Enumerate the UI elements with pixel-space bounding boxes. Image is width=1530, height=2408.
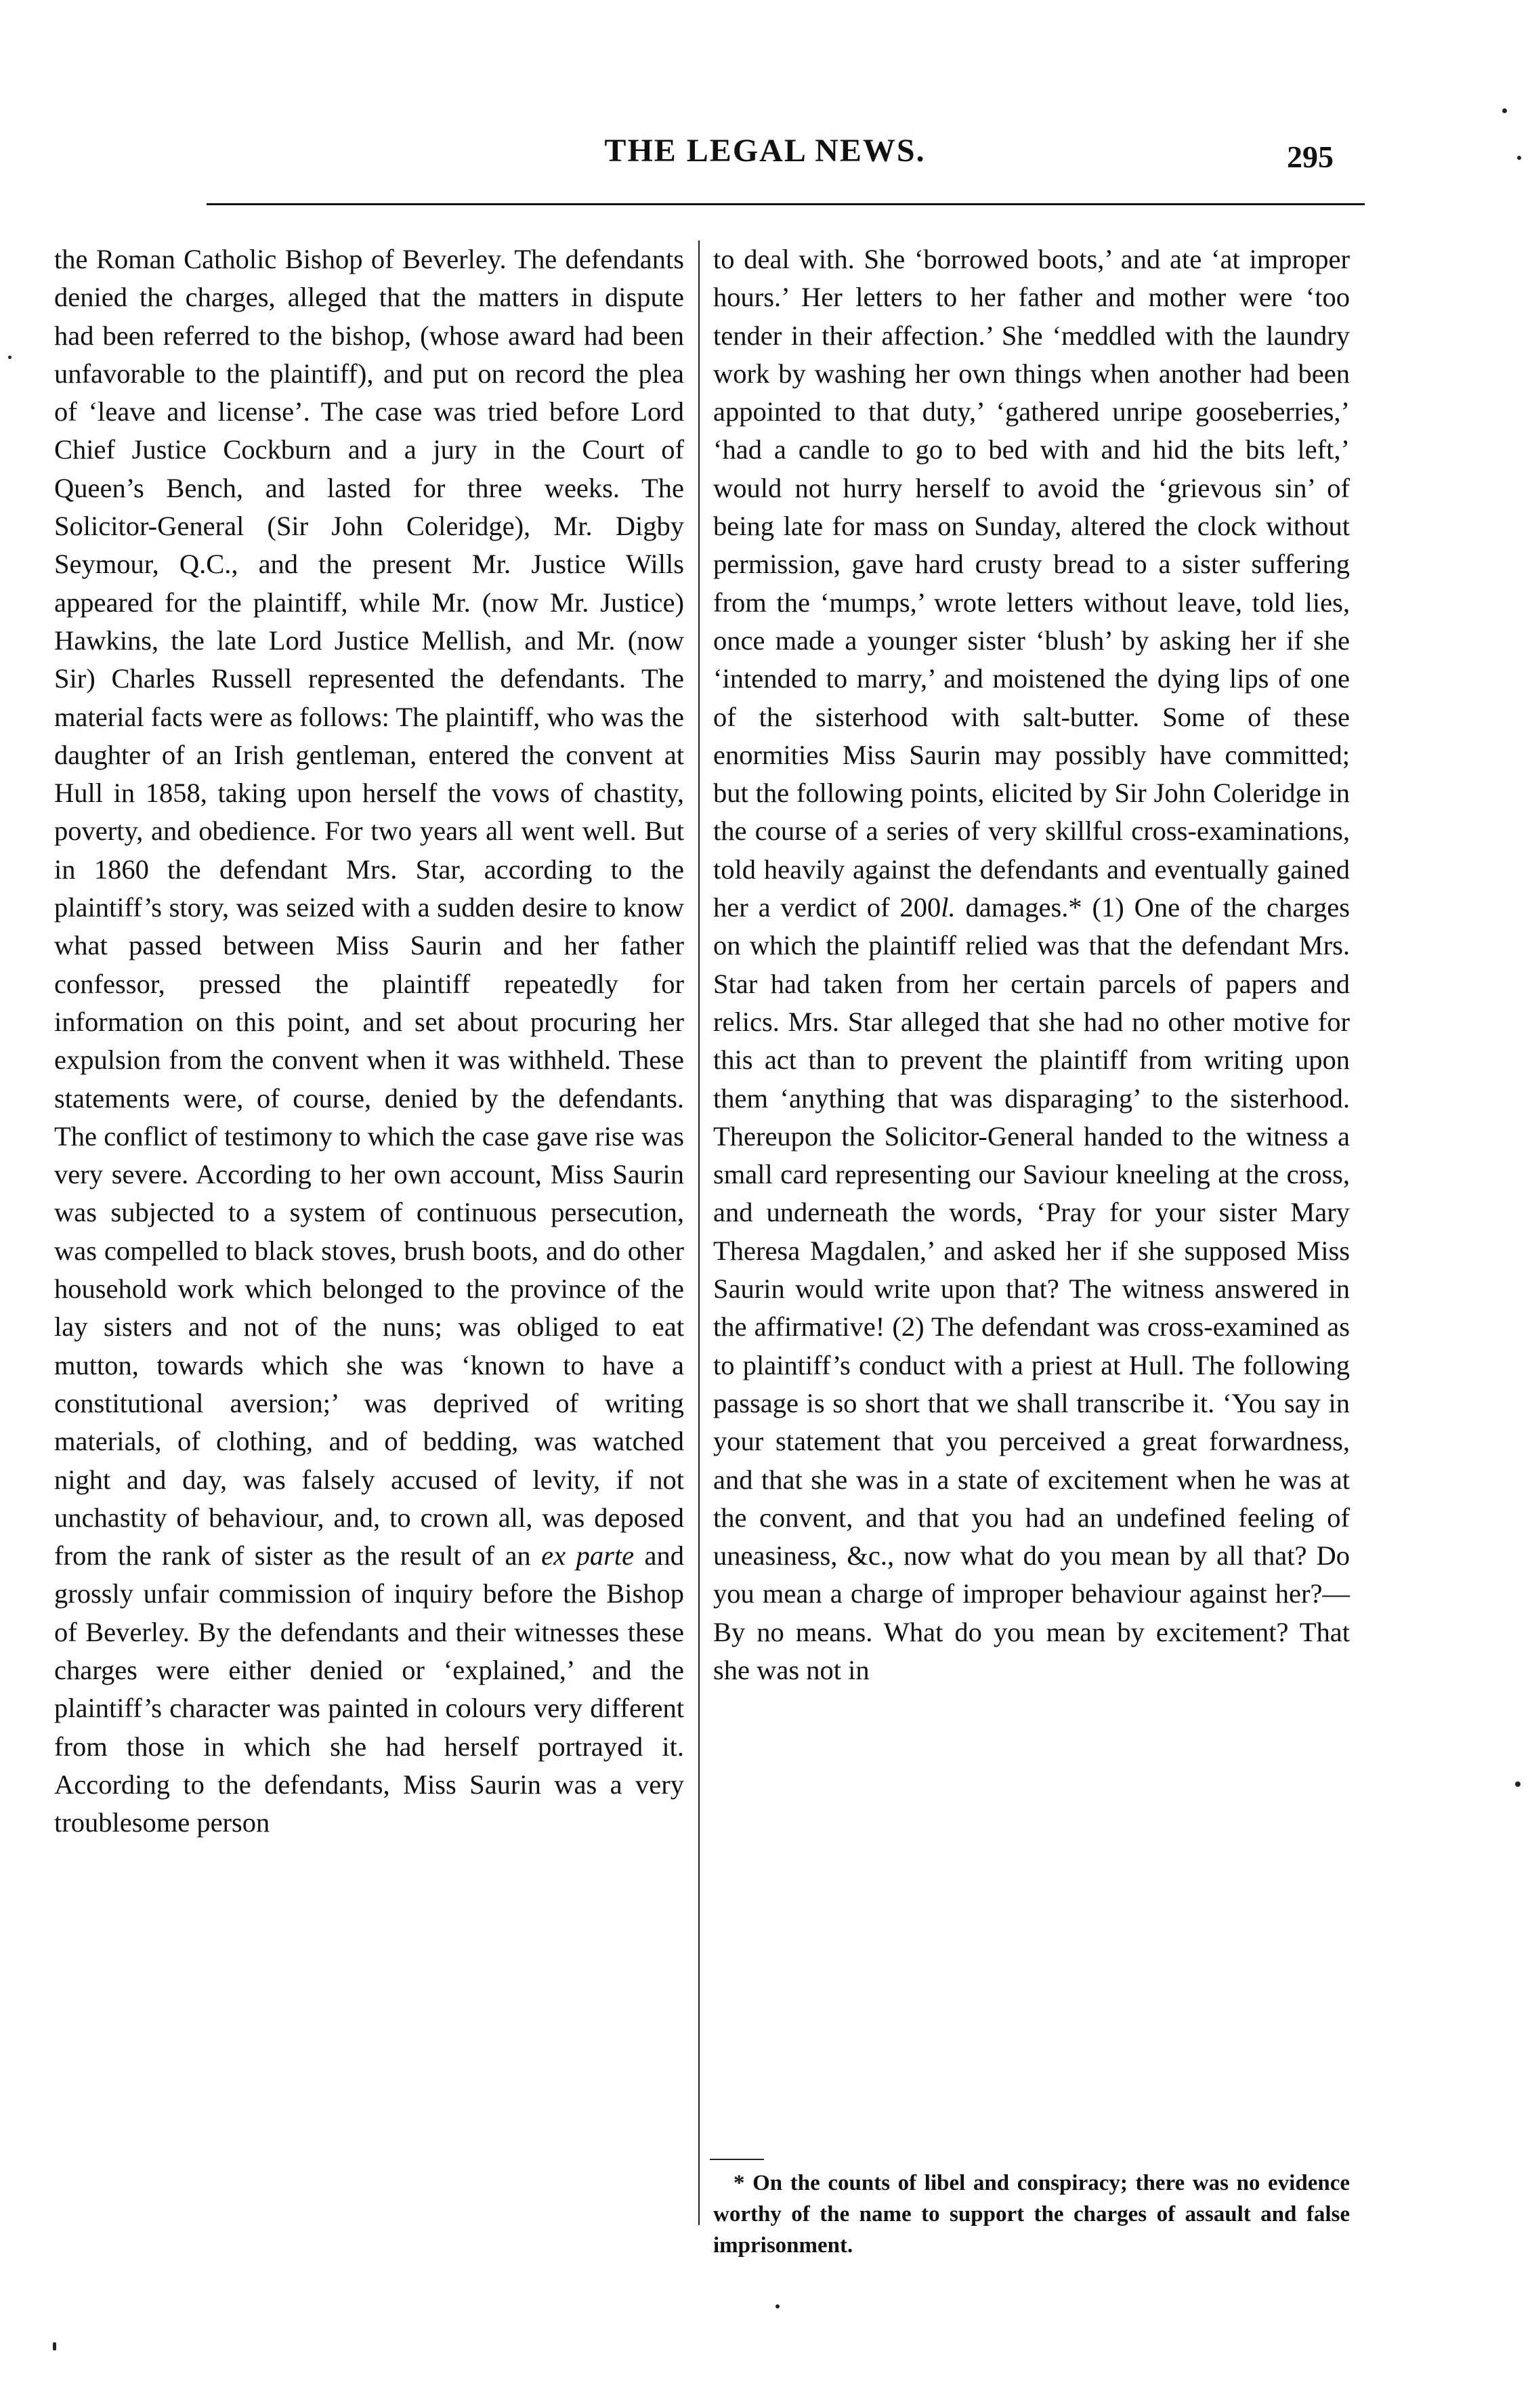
page-header — [0, 132, 1530, 193]
running-title: THE LEGAL NEWS. — [604, 133, 926, 169]
footnote-rule — [710, 2159, 764, 2160]
scan-speck — [1515, 1781, 1521, 1787]
right-column-paragraph — [713, 240, 1350, 1689]
left-column-text: the Roman Catholic Bishop of Beverley. The defendants denied the charges, alleged that the matters in dispute had been referred to the bishop, (whose award had been unfavorable to the plaintiff), and put on record the plea of ‘leave and license’. The case was tried before Lord Chief Justice Cockburn and a jury in the Court of Queen’s Bench, and lasted for three weeks. The Solicitor-General (Sir John Coleridge), Mr. Digby Seymour, Q.C., and the present Mr. Justice Wills appeared for the plaintiff, while Mr. (now Mr. Justice) Hawkins, the late Lord Justice Mellish, and Mr. (now Sir) Charles Russell represented the defendants. The material facts were as follows: The plaintiff, who was the daughter of an Irish gentleman, entered the convent at Hull in 1858, taking upon herself the vows of chastity, poverty, and obedience. For two years all went well. But in 1860 the defendant Mrs. Star, according to the plaintiff’s story, was seized with a sudden desire to know what passed between Miss Saurin and her father confessor, pressed the plaintiff repeatedly for information on this point, and set about procuring her expulsion from the convent when it was withheld. These statements were, of course, denied by the defendants. The conflict of testimony to which the case gave rise was very severe. According to her own account, Miss Saurin was subjected to a system of continuous persecution, was compelled to black stoves, brush boots, and do other household work which belonged to the province of the lay sisters and not of the nuns; was obliged to eat mutton, towards which she was ‘known to have a constitutional aversion;’ was deprived of writing materials, of clothing, and of bedding, was watched night and day, was falsely accused of levity, if not unchastity of behaviour, and, to crown all, was deposed from the rank of sister as the result of an — [54, 244, 684, 1571]
scan-speck — [53, 2342, 56, 2350]
footnote-text: On the counts of libel and conspiracy; there was no evidence worthy of the name to support the charges of assault and false imprisonment. — [713, 2171, 1350, 2258]
right-column — [713, 240, 1350, 1689]
page-number: 295 — [1287, 140, 1334, 174]
scan-speck — [775, 2304, 780, 2308]
header-rule — [207, 203, 1365, 205]
footnote — [713, 2168, 1350, 2261]
footnote-mark: * — [734, 2171, 745, 2195]
pound-symbol-italic: l. — [941, 892, 956, 923]
left-column-paragraph — [54, 240, 684, 1842]
right-column-text: to deal with. She ‘borrowed boots,’ and ate ‘at improper hours.’ Her letters to her father and mother were ‘too tender in their affection.’ She ‘meddled with the laundry work by washing her own things when another had been appointed to that duty,’ ‘gathered unripe gooseberries,’ ‘had a candle to go to bed with and hid the bits left,’ would not hurry herself to avoid the ‘grievous sin’ of being late for mass on Sunday, altered the clock without permission, gave hard crusty bread to a sister suffering from the ‘mumps,’ wrote letters without leave, told lies, once made a younger sister ‘blush’ by asking her if she ‘intended to marry,’ and moistened the dying lips of one of the sisterhood with salt-butter. Some of these enormities Miss Saurin may possibly have committed; but the following points, elicited by Sir John Coleridge in the course of a series of very skillful cross-examinations, told heavily against the defendants and eventually gained her a verdict of 200 — [713, 244, 1350, 923]
scan-speck — [1517, 156, 1521, 160]
scan-speck — [8, 356, 12, 359]
scan-speck — [1502, 108, 1507, 113]
right-column-text-continued: damages.* (1) One of the charges on which the plaintiff relied was that the defendant Mrs. Star had taken from her certain parcels of papers and relics. Mrs. Star alleged that she had no other motive for this act than to prevent the plaintiff from writing upon them ‘anything that was disparaging’ to the sisterhood. Thereupon the Solicitor-General handed to the witness a small card representing our Saviour kneeling at the cross, and underneath the words, ‘Pray for your sister Mary Theresa Magdalen,’ and asked her if she supposed Miss Saurin would write upon that? The witness answered in the affirmative! (2) The defendant was cross-examined as to plaintiff’s conduct with a priest at Hull. The following passage is so short that we shall transcribe it. ‘You say in your statement that you perceived a great forwardness, and that she was in a state of excitement when he was at the convent, and that you had an undefined feeling of uneasiness, &c., now what do you mean by all that? Do you mean a charge of improper behaviour against her?—By no means. What do you mean by excitement? That she was not in — [713, 892, 1350, 1685]
left-column — [54, 240, 684, 1842]
italic-phrase: ex parte — [541, 1540, 635, 1571]
left-column-text-continued: and grossly unfair commission of inquiry before the Bishop of Beverley. By the defendants and their witnesses these charges were either denied or ‘explained,’ and the plaintiff’s character was painted in colours very different from those in which she had herself portrayed it. According to the defendants, Miss Saurin was a very troublesome person — [54, 1540, 685, 1838]
column-divider — [698, 240, 700, 2225]
